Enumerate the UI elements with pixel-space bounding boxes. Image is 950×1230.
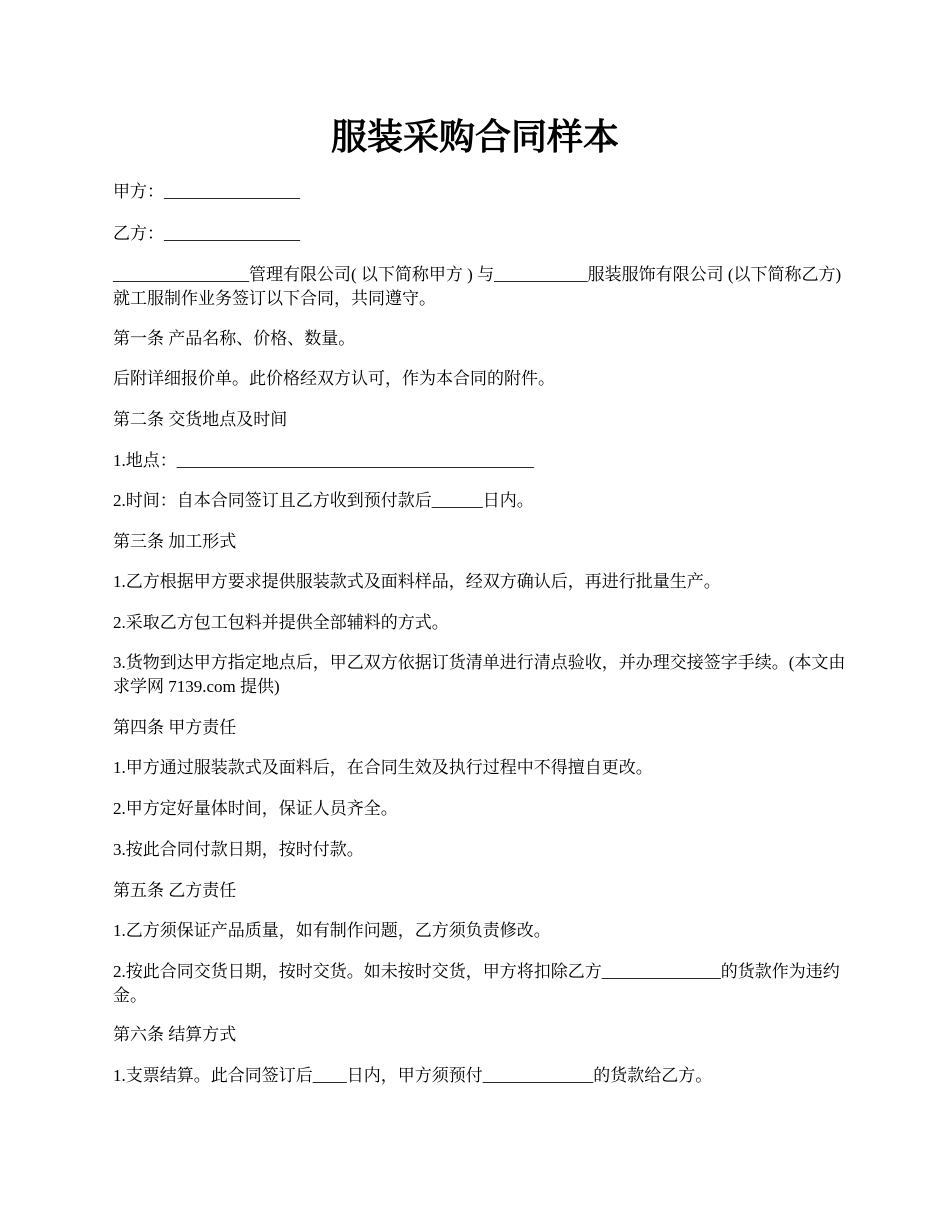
party-a-line: 甲方：________________ (113, 182, 300, 201)
article-3-item-1: 1.乙方根据甲方要求提供服装款式及面料样品，经双方确认后，再进行批量生产。 (113, 572, 721, 591)
article-3-item-3: 3.货物到达甲方指定地点后，甲乙双方依据订货清单进行清点验收，并办理交接签字手续。(本文由求学网 7139.com 提供) (113, 653, 846, 696)
intro-paragraph: ________________管理有限公司( 以下简称甲方 ) 与___________服装服饰有限公司 (以下简称乙方) 就工服制作业务签订以下合同，共同遵守。 (113, 265, 846, 308)
article-5-item-1: 1.乙方须保证产品质量，如有制作问题，乙方须负责修改。 (113, 921, 551, 940)
article-1-text: 后附详细报价单。此价格经双方认可，作为本合同的附件。 (113, 369, 555, 388)
article-5-item-2: 2.按此合同交货日期，按时交货。如未按时交货，甲方将扣除乙方______________的货款作为违约金。 (113, 962, 840, 1005)
article-3-item-2: 2.采取乙方包工包料并提供全部辅料的方式。 (113, 613, 449, 632)
article-4-item-1: 1.甲方通过服装款式及面料后，在合同生效及执行过程中不得擅自更改。 (113, 758, 653, 777)
article-6-item-1: 1.支票结算。此合同签订后____日内，甲方须预付_____________的货款给乙方。 (113, 1066, 713, 1085)
article-5-heading: 第五条 乙方责任 (113, 881, 237, 900)
article-4-heading: 第四条 甲方责任 (113, 718, 237, 737)
article-4-item-3: 3.按此合同付款日期，按时付款。 (113, 840, 364, 859)
party-b-line: 乙方：________________ (113, 224, 300, 243)
article-2-heading: 第二条 交货地点及时间 (113, 410, 288, 429)
article-3-heading: 第三条 加工形式 (113, 532, 237, 551)
document-title: 服装采购合同样本 (330, 117, 619, 157)
article-4-item-2: 2.甲方定好量体时间，保证人员齐全。 (113, 799, 398, 818)
article-2-item-2: 2.时间：自本合同签订且乙方收到预付款后______日内。 (113, 491, 534, 510)
article-6-heading: 第六条 结算方式 (113, 1025, 237, 1044)
article-2-item-1: 1.地点：__________________________________________ (113, 451, 534, 470)
article-1-heading: 第一条 产品名称、价格、数量。 (113, 329, 356, 348)
